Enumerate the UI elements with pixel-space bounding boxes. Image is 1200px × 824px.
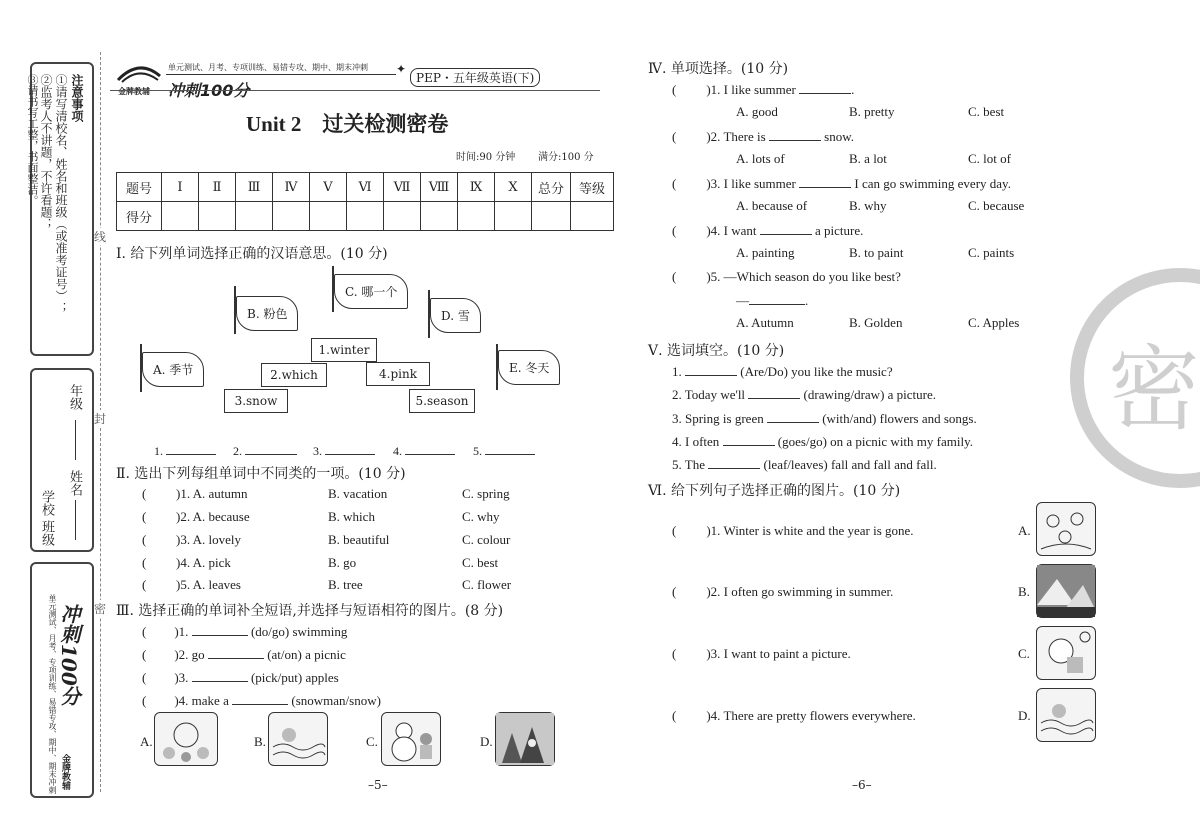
answer-4-label: 4. — [393, 444, 402, 458]
header-logo — [114, 52, 164, 88]
sec5-blank-1[interactable] — [685, 363, 737, 376]
score-cell[interactable] — [384, 202, 421, 231]
score-cell[interactable] — [236, 202, 273, 231]
answer-1-blank[interactable] — [166, 442, 216, 455]
sec3-item-4: ( )4. make a (snowman/snow) — [142, 693, 381, 708]
sec5-blank-5[interactable] — [708, 456, 760, 469]
sec5-item-2: 2. Today we'll (drawing/draw) a picture. — [672, 387, 937, 402]
answer-2-blank[interactable] — [245, 442, 297, 455]
score-header-cell: Ⅲ — [236, 173, 273, 202]
sidebar-brand-sub: 单元测试、月考、专项训练、易错专攻、期中、期末冲刺 — [48, 594, 57, 794]
answer-4-blank[interactable] — [405, 442, 455, 455]
score-cell[interactable] — [458, 202, 495, 231]
sec5-blank-4[interactable] — [723, 433, 775, 446]
sec4-opt-1b: B. pretty — [849, 104, 895, 119]
sec2-item-4: ( )4. A. pick B. go C. best — [142, 555, 499, 570]
sec3-title: Ⅲ. 选择正确的单词补全短语,并选择与短语相符的图片。(8 分) — [116, 603, 504, 619]
sec2-item-1: ( )1. A. autumn B. vacation C. spring — [142, 486, 510, 501]
sidebar-brand: 冲刺100分 — [57, 604, 81, 706]
sec6-title: Ⅵ. 给下列句子选择正确的图片。(10 分) — [648, 483, 901, 499]
sparkle-icon: ✦ — [396, 62, 407, 76]
page-number-right: –6– — [852, 778, 872, 792]
score-header-cell: Ⅱ — [199, 173, 236, 202]
field-class-label: 班级 — [39, 520, 54, 546]
score-cell[interactable] — [571, 202, 614, 231]
word-box-2: 2.which — [261, 363, 327, 387]
sec4-opt-5a: A. Autumn — [736, 315, 794, 330]
score-row-label: 得分 — [117, 202, 162, 231]
sec2-title: Ⅱ. 选出下列每组单词中不同类的一项。(10 分) — [116, 466, 406, 482]
sec4-opt-4c: C. paints — [968, 245, 1015, 260]
sec4-opt-2a: A. lots of — [736, 151, 785, 166]
field-name-label: 姓名 — [67, 470, 82, 496]
notice-line-3: ③请书写工整，书面整洁。 — [26, 74, 39, 206]
flag-e: E. 冬天 — [498, 350, 560, 385]
score-cell[interactable] — [273, 202, 310, 231]
header-brand: 冲刺100分 — [168, 81, 250, 100]
sec4-item-1: ( )1. I like summer . — [672, 82, 855, 97]
notice-line-1: ①请写清校名、姓名和班级（或准考证号）； — [54, 74, 68, 314]
sec6-item-1: ( )1. Winter is white and the year is gone. — [672, 523, 914, 538]
sec4-item-5-answer: — . — [736, 293, 809, 308]
sec3-pic-b-label: B. — [254, 734, 266, 749]
sec4-item-5: ( )5. —Which season do you like best? — [672, 269, 901, 284]
score-table-header-row — [117, 173, 614, 202]
score-header-cell: Ⅵ — [347, 173, 384, 202]
sec4-opt-4a: A. painting — [736, 245, 795, 260]
sec3-blank-4[interactable] — [232, 692, 288, 705]
flag-a: A. 季节 — [142, 352, 204, 387]
sec4-opt-3b: B. why — [849, 198, 887, 213]
answer-1-label: 1. — [154, 444, 163, 458]
sec3-item-1: ( )1. (do/go) swimming — [142, 624, 348, 639]
sec4-blank-2[interactable] — [769, 128, 821, 141]
sec5-blank-2[interactable] — [748, 386, 800, 399]
sec4-blank-3[interactable] — [799, 175, 851, 188]
sec2-item-5: ( )5. A. leaves B. tree C. flower — [142, 577, 512, 592]
sec3-pic-a-label: A. — [140, 734, 153, 749]
sec4-opt-3c: C. because — [968, 198, 1025, 213]
flowers-picture — [1036, 502, 1096, 556]
score-cell[interactable] — [347, 202, 384, 231]
sec4-item-4: ( )4. I want a picture. — [672, 223, 864, 238]
picnic-picture — [154, 712, 218, 766]
cut-char-2: 封 — [94, 412, 107, 426]
sec6-pic-a-label: A. — [1018, 523, 1031, 538]
sec6-item-4: ( )4. There are pretty flowers everywhere. — [672, 708, 916, 723]
painting-picture — [1036, 626, 1096, 680]
header-underline — [110, 90, 600, 91]
snowman-picture — [381, 712, 441, 766]
score-cell[interactable] — [495, 202, 532, 231]
word-box-1: 1.winter — [311, 338, 377, 362]
header-tag: PEP・五年级英语(下) — [410, 68, 540, 87]
sec4-opt-5b: B. Golden — [849, 315, 903, 330]
exam-time: 时间:90 分钟 — [456, 152, 516, 163]
flag-c: C. 哪一个 — [334, 274, 408, 309]
score-cell[interactable] — [310, 202, 347, 231]
sec4-title: Ⅳ. 单项选择。(10 分) — [648, 61, 789, 77]
sec5-blank-3[interactable] — [767, 410, 819, 423]
header-rule — [166, 74, 396, 75]
score-cell[interactable] — [532, 202, 571, 231]
score-header-cell: 总分 — [532, 173, 571, 202]
book-logo-icon — [114, 52, 164, 88]
sec5-title: Ⅴ. 选词填空。(10 分) — [648, 343, 785, 359]
sec4-opt-1c: C. best — [968, 104, 1005, 119]
field-name-line — [75, 500, 76, 540]
sec3-blank-1[interactable] — [192, 623, 248, 636]
sec1-title: Ⅰ. 给下列单词选择正确的汉语意思。(10 分) — [116, 246, 388, 262]
score-header-cell: Ⅳ — [273, 173, 310, 202]
sec4-opt-4b: B. to paint — [849, 245, 904, 260]
sec5-item-4: 4. I often (goes/go) on a picnic with my family. — [672, 434, 973, 449]
sec3-blank-3[interactable] — [192, 669, 248, 682]
sec3-item-3: ( )3. (pick/put) apples — [142, 670, 339, 685]
answer-5-label: 5. — [473, 444, 482, 458]
field-grade-label: 年级 — [67, 384, 82, 410]
score-header-cell: Ⅷ — [421, 173, 458, 202]
page-title: Unit 2 过关检测密卷 — [246, 112, 449, 136]
answer-2-label: 2. — [233, 444, 242, 458]
sec6-item-2: ( )2. I often go swimming in summer. — [672, 584, 894, 599]
sec4-opt-5c: C. Apples — [968, 315, 1020, 330]
sec5-item-3: 3. Spring is green (with/and) flowers and songs. — [672, 411, 977, 426]
word-box-4: 4.pink — [366, 362, 430, 386]
sec3-blank-2[interactable] — [208, 646, 264, 659]
sec4-opt-2c: C. lot of — [968, 151, 1011, 166]
sec3-pic-c-label: C. — [366, 734, 378, 749]
sec4-opt-3a: A. because of — [736, 198, 808, 213]
flag-b: B. 粉色 — [236, 296, 298, 331]
answer-3-blank[interactable] — [325, 442, 375, 455]
sec6-pic-d-label: D. — [1018, 708, 1031, 723]
word-box-5: 5.season — [409, 389, 475, 413]
sec4-opt-2b: B. a lot — [849, 151, 887, 166]
seal-char: 密 — [1108, 336, 1200, 443]
page-number-left: –5– — [368, 778, 388, 792]
score-cell[interactable] — [199, 202, 236, 231]
cut-char-1: 线 — [94, 230, 107, 244]
apple-picking-picture — [495, 712, 555, 766]
sec4-opt-1a: A. good — [736, 104, 778, 119]
exam-score: 满分:100 分 — [538, 152, 594, 163]
header-series-line: 单元测试、月考、专项训练、易错专攻、期中、期末冲刺 — [168, 63, 368, 72]
swimmer-picture — [1036, 688, 1096, 742]
sidebar-publisher: 金牌教辅 — [60, 754, 70, 790]
field-grade-line — [75, 420, 76, 460]
swimming-picture — [268, 712, 328, 766]
notice-box — [26, 62, 94, 356]
sec4-blank-1[interactable] — [799, 81, 851, 94]
sec4-blank-5[interactable] — [749, 292, 805, 305]
brand-box — [30, 562, 94, 798]
field-school-label: 学校 — [39, 490, 54, 516]
sec3-pic-d-label: D. — [480, 734, 493, 749]
sec2-item-2: ( )2. A. because B. which C. why — [142, 509, 500, 524]
header-publisher: 金牌教辅 — [118, 87, 150, 96]
score-header-cell: Ⅹ — [495, 173, 532, 202]
flag-d: D. 雪 — [430, 298, 481, 333]
sec4-blank-4[interactable] — [760, 222, 812, 235]
cut-char-3: 密 — [94, 602, 107, 616]
score-header-cell: 题号 — [117, 173, 162, 202]
sec2-item-3: ( )3. A. lovely B. beautiful C. colour — [142, 532, 511, 547]
score-cell[interactable] — [162, 202, 199, 231]
confidential-seal — [1070, 268, 1200, 488]
score-header-cell: Ⅶ — [384, 173, 421, 202]
sec3-item-2: ( )2. go (at/on) a picnic — [142, 647, 346, 662]
answer-5-blank[interactable] — [485, 442, 535, 455]
score-header-cell: Ⅴ — [310, 173, 347, 202]
notice-title: 注意事项 — [70, 74, 84, 122]
sec6-pic-b-label: B. — [1018, 584, 1030, 599]
score-cell[interactable] — [421, 202, 458, 231]
sec5-item-5: 5. The (leaf/leaves) fall and fall and fall. — [672, 457, 937, 472]
score-table-score-row — [117, 202, 614, 231]
sec4-item-3: ( )3. I like summer I can go swimming every day. — [672, 176, 1011, 191]
winter-picture — [1036, 564, 1096, 618]
sec6-pic-c-label: C. — [1018, 646, 1030, 661]
student-info-box — [30, 368, 94, 552]
word-box-3: 3.snow — [224, 389, 288, 413]
sec6-item-3: ( )3. I want to paint a picture. — [672, 646, 851, 661]
sec4-item-2: ( )2. There is snow. — [672, 129, 855, 144]
sec5-item-1: 1. (Are/Do) you like the music? — [672, 364, 893, 379]
answer-3-label: 3. — [313, 444, 322, 458]
score-table — [116, 172, 614, 231]
score-header-cell: 等级 — [571, 173, 614, 202]
score-header-cell: Ⅰ — [162, 173, 199, 202]
notice-line-2: ②监考人不讲题，不许看题； — [39, 74, 53, 230]
score-header-cell: Ⅸ — [458, 173, 495, 202]
